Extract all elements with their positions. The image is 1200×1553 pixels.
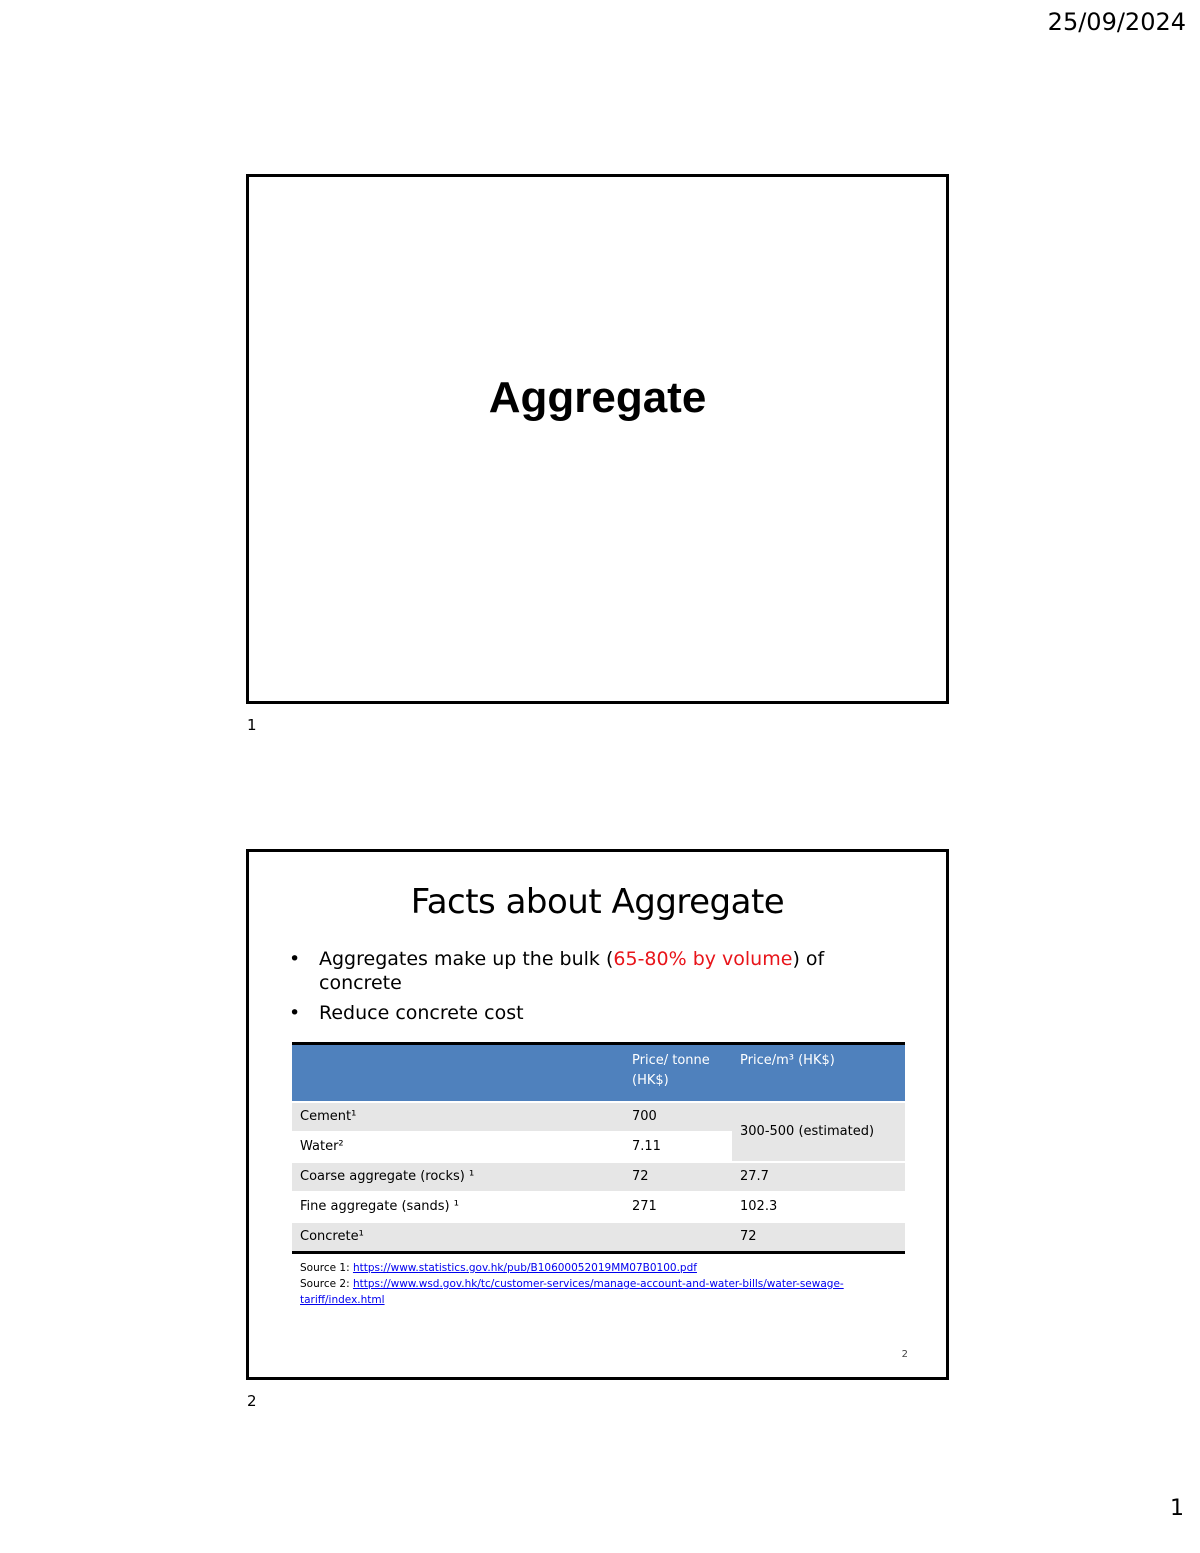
table-cell: Fine aggregate (sands) ¹ — [292, 1192, 624, 1222]
bullet-highlight: 65-80% by volume — [613, 948, 793, 970]
table-cell: 300-500 (estimated) — [732, 1102, 905, 1162]
table-cell: 700 — [624, 1102, 732, 1132]
source-1-link[interactable]: https://www.statistics.gov.hk/pub/B10600052019MM07B0100.pdf — [352, 1262, 697, 1274]
bullet-list — [289, 947, 909, 1031]
bullet-text: ) of concrete — [319, 948, 825, 994]
table-cell: Water² — [292, 1132, 624, 1162]
table-cell: 27.7 — [732, 1162, 905, 1192]
slide-1 — [246, 174, 949, 704]
table-header-cell: Price/ tonne (HK$) — [624, 1044, 732, 1103]
table-cell — [624, 1222, 732, 1253]
bullet-marker: • — [289, 948, 301, 970]
table-header-cell — [292, 1044, 624, 1103]
slide-1-index: 1 — [247, 716, 257, 734]
page-number: 1 — [1170, 1496, 1184, 1521]
bullet-item — [289, 1001, 909, 1025]
table-header-row — [292, 1044, 905, 1103]
slide-2-inner-number: 2 — [901, 1349, 908, 1360]
price-table — [292, 1042, 905, 1254]
sources — [300, 1260, 900, 1308]
page-date: 25/09/2024 — [1047, 8, 1186, 36]
bullet-marker: • — [289, 1002, 301, 1024]
slide-2-title: Facts about Aggregate — [410, 882, 785, 922]
source-1 — [300, 1260, 900, 1276]
table-cell: 7.11 — [624, 1132, 732, 1162]
source-1-label: Source 1: — [300, 1262, 353, 1274]
bullet-text: Reduce concrete cost — [319, 1002, 524, 1024]
table-cell: Coarse aggregate (rocks) ¹ — [292, 1162, 624, 1192]
table-cell: 271 — [624, 1192, 732, 1222]
table-cell: 72 — [732, 1222, 905, 1253]
table-cell: 72 — [624, 1162, 732, 1192]
source-2-label: Source 2: — [300, 1278, 353, 1290]
table-row — [292, 1102, 905, 1132]
table-row — [292, 1162, 905, 1192]
table-cell: 102.3 — [732, 1192, 905, 1222]
table-cell: Cement¹ — [292, 1102, 624, 1132]
source-2 — [300, 1276, 900, 1308]
bullet-text: Aggregates make up the bulk ( — [319, 948, 614, 970]
table-row — [292, 1192, 905, 1222]
slide-2 — [246, 849, 949, 1380]
source-2-link[interactable]: https://www.wsd.gov.hk/tc/customer-services/manage-account-and-water-bills/water-sewage-tariff/index.html — [300, 1278, 844, 1306]
slide-1-title: Aggregate — [488, 373, 707, 422]
table-cell: Concrete¹ — [292, 1222, 624, 1253]
slide-2-index: 2 — [247, 1392, 257, 1410]
table-header-cell: Price/m³ (HK$) — [732, 1044, 905, 1103]
bullet-item — [289, 947, 909, 995]
table-row — [292, 1222, 905, 1253]
